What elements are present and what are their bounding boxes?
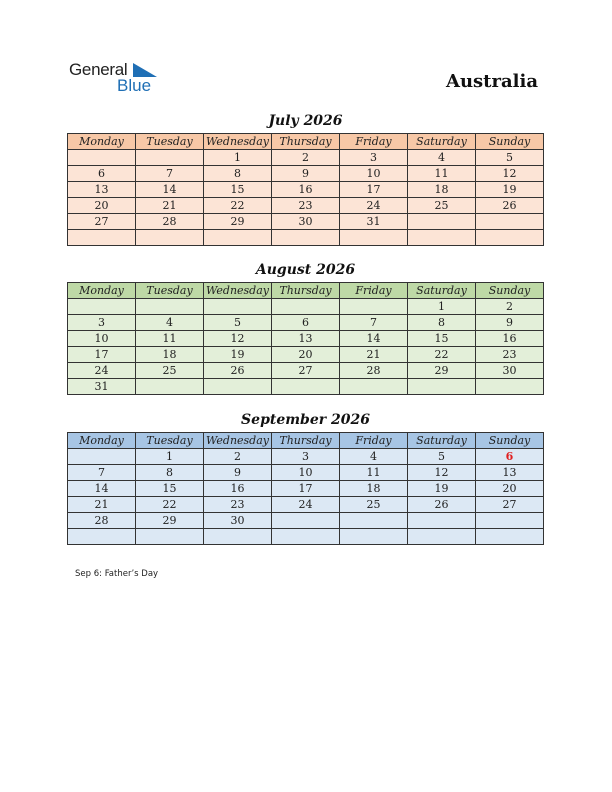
- calendar-july: [67, 133, 544, 246]
- day-cell: 25: [340, 497, 408, 513]
- weekday-header-tuesday: Tuesday: [136, 134, 204, 150]
- day-cell: 9: [204, 465, 272, 481]
- day-cell: 4: [408, 150, 476, 166]
- week-row: [68, 150, 544, 166]
- day-cell: [68, 529, 136, 545]
- day-cell: 20: [476, 481, 544, 497]
- day-cell: 13: [476, 465, 544, 481]
- day-cell: [340, 230, 408, 246]
- logo-text-blue: Blue: [117, 76, 152, 95]
- day-cell: 23: [204, 497, 272, 513]
- day-cell: 17: [340, 182, 408, 198]
- day-cell: [204, 379, 272, 395]
- week-row: [68, 214, 544, 230]
- day-cell: 31: [68, 379, 136, 395]
- generalblue-logo: [69, 60, 159, 96]
- day-cell: 12: [408, 465, 476, 481]
- day-cell: 6: [272, 315, 340, 331]
- day-cell: 6: [68, 166, 136, 182]
- day-cell: 13: [68, 182, 136, 198]
- weekday-header-wednesday: Wednesday: [204, 134, 272, 150]
- day-cell: 17: [272, 481, 340, 497]
- day-cell: 18: [136, 347, 204, 363]
- weekday-header-row: [68, 134, 544, 150]
- day-cell: 28: [340, 363, 408, 379]
- day-cell: 13: [272, 331, 340, 347]
- weekday-header-sunday: Sunday: [476, 283, 544, 299]
- day-cell: [476, 513, 544, 529]
- month-title-august: August 2026: [255, 262, 356, 278]
- week-row: [68, 230, 544, 246]
- day-cell: 29: [408, 363, 476, 379]
- day-cell: [408, 230, 476, 246]
- day-cell: [136, 529, 204, 545]
- week-row: [68, 347, 544, 363]
- weekday-header-monday: Monday: [68, 433, 136, 449]
- day-cell: 26: [408, 497, 476, 513]
- day-cell: [408, 529, 476, 545]
- day-cell: 6: [476, 449, 544, 465]
- day-cell: 22: [204, 198, 272, 214]
- week-row: [68, 363, 544, 379]
- day-cell: [272, 230, 340, 246]
- day-cell: 29: [204, 214, 272, 230]
- week-row: [68, 299, 544, 315]
- holiday-notes: [75, 569, 158, 579]
- week-row: [68, 513, 544, 529]
- day-cell: [340, 529, 408, 545]
- day-cell: 5: [476, 150, 544, 166]
- day-cell: 19: [476, 182, 544, 198]
- day-cell: 8: [136, 465, 204, 481]
- weekday-header-row: [68, 433, 544, 449]
- day-cell: 25: [408, 198, 476, 214]
- day-cell: 22: [408, 347, 476, 363]
- weekday-header-thursday: Thursday: [272, 134, 340, 150]
- month-title-september: September 2026: [241, 412, 370, 428]
- day-cell: 3: [68, 315, 136, 331]
- day-cell: 3: [272, 449, 340, 465]
- day-cell: [136, 379, 204, 395]
- day-cell: 18: [340, 481, 408, 497]
- calendar-august: [67, 282, 544, 395]
- day-cell: 19: [204, 347, 272, 363]
- day-cell: 1: [408, 299, 476, 315]
- day-cell: [476, 379, 544, 395]
- day-cell: [340, 299, 408, 315]
- weekday-header-sunday: Sunday: [476, 134, 544, 150]
- day-cell: 10: [340, 166, 408, 182]
- day-cell: [476, 230, 544, 246]
- day-cell: 15: [136, 481, 204, 497]
- day-cell: 23: [476, 347, 544, 363]
- day-cell: 20: [68, 198, 136, 214]
- day-cell: 3: [340, 150, 408, 166]
- weekday-header-friday: Friday: [340, 283, 408, 299]
- weekday-header-saturday: Saturday: [408, 283, 476, 299]
- day-cell: [136, 150, 204, 166]
- day-cell: [272, 379, 340, 395]
- day-cell: 25: [136, 363, 204, 379]
- day-cell: 22: [136, 497, 204, 513]
- day-cell: 7: [68, 465, 136, 481]
- day-cell: [408, 379, 476, 395]
- weekday-header-thursday: Thursday: [272, 433, 340, 449]
- weekday-header-wednesday: Wednesday: [204, 283, 272, 299]
- day-cell: 24: [340, 198, 408, 214]
- week-row: [68, 529, 544, 545]
- weekday-header-monday: Monday: [68, 283, 136, 299]
- day-cell: [340, 379, 408, 395]
- day-cell: 4: [136, 315, 204, 331]
- day-cell: 16: [476, 331, 544, 347]
- day-cell: [68, 230, 136, 246]
- day-cell: 15: [408, 331, 476, 347]
- day-cell: 12: [204, 331, 272, 347]
- day-cell: 1: [136, 449, 204, 465]
- week-row: [68, 198, 544, 214]
- day-cell: [272, 529, 340, 545]
- week-row: [68, 379, 544, 395]
- day-cell: 28: [68, 513, 136, 529]
- day-cell: [136, 299, 204, 315]
- day-cell: 2: [272, 150, 340, 166]
- day-cell: 23: [272, 198, 340, 214]
- day-cell: 9: [476, 315, 544, 331]
- country-title: Australia: [446, 71, 538, 92]
- day-cell: 7: [136, 166, 204, 182]
- day-cell: 8: [408, 315, 476, 331]
- day-cell: 11: [136, 331, 204, 347]
- weekday-header-tuesday: Tuesday: [136, 433, 204, 449]
- day-cell: 14: [68, 481, 136, 497]
- day-cell: 18: [408, 182, 476, 198]
- day-cell: [272, 299, 340, 315]
- day-cell: [340, 513, 408, 529]
- day-cell: 21: [68, 497, 136, 513]
- day-cell: 10: [272, 465, 340, 481]
- day-cell: 7: [340, 315, 408, 331]
- day-cell: 30: [272, 214, 340, 230]
- week-row: [68, 331, 544, 347]
- week-row: [68, 481, 544, 497]
- day-cell: 21: [340, 347, 408, 363]
- day-cell: 30: [204, 513, 272, 529]
- day-cell: [204, 299, 272, 315]
- calendar-september: [67, 432, 544, 545]
- weekday-header-friday: Friday: [340, 433, 408, 449]
- holiday-note: Sep 6: Father’s Day: [75, 569, 159, 579]
- week-row: [68, 315, 544, 331]
- week-row: [68, 465, 544, 481]
- day-cell: 2: [476, 299, 544, 315]
- day-cell: 27: [476, 497, 544, 513]
- weekday-header-monday: Monday: [68, 134, 136, 150]
- logo-triangle-icon: [133, 63, 157, 77]
- week-row: [68, 166, 544, 182]
- weekday-header-friday: Friday: [340, 134, 408, 150]
- day-cell: 8: [204, 166, 272, 182]
- day-cell: [204, 230, 272, 246]
- day-cell: 24: [68, 363, 136, 379]
- day-cell: 19: [408, 481, 476, 497]
- weekday-header-saturday: Saturday: [408, 134, 476, 150]
- day-cell: 30: [476, 363, 544, 379]
- day-cell: [408, 214, 476, 230]
- day-cell: 15: [204, 182, 272, 198]
- week-row: [68, 449, 544, 465]
- day-cell: 26: [476, 198, 544, 214]
- day-cell: 1: [204, 150, 272, 166]
- week-row: [68, 182, 544, 198]
- day-cell: 2: [204, 449, 272, 465]
- day-cell: [136, 230, 204, 246]
- day-cell: 14: [136, 182, 204, 198]
- logo-text-general: General: [69, 60, 128, 79]
- day-cell: 24: [272, 497, 340, 513]
- day-cell: 11: [408, 166, 476, 182]
- weekday-header-tuesday: Tuesday: [136, 283, 204, 299]
- week-row: [68, 497, 544, 513]
- day-cell: 10: [68, 331, 136, 347]
- weekday-header-wednesday: Wednesday: [204, 433, 272, 449]
- day-cell: 17: [68, 347, 136, 363]
- day-cell: 27: [272, 363, 340, 379]
- day-cell: [476, 529, 544, 545]
- day-cell: 31: [340, 214, 408, 230]
- day-cell: 28: [136, 214, 204, 230]
- month-title-july: July 2026: [268, 113, 343, 129]
- day-cell: 5: [204, 315, 272, 331]
- day-cell: [408, 513, 476, 529]
- day-cell: [476, 214, 544, 230]
- day-cell: 5: [408, 449, 476, 465]
- weekday-header-row: [68, 283, 544, 299]
- day-cell: 27: [68, 214, 136, 230]
- day-cell: 16: [272, 182, 340, 198]
- day-cell: [68, 150, 136, 166]
- day-cell: [272, 513, 340, 529]
- day-cell: [68, 449, 136, 465]
- weekday-header-thursday: Thursday: [272, 283, 340, 299]
- day-cell: [204, 529, 272, 545]
- day-cell: [68, 299, 136, 315]
- day-cell: 14: [340, 331, 408, 347]
- weekday-header-saturday: Saturday: [408, 433, 476, 449]
- day-cell: 29: [136, 513, 204, 529]
- day-cell: 16: [204, 481, 272, 497]
- day-cell: 26: [204, 363, 272, 379]
- day-cell: 4: [340, 449, 408, 465]
- day-cell: 20: [272, 347, 340, 363]
- day-cell: 11: [340, 465, 408, 481]
- day-cell: 12: [476, 166, 544, 182]
- weekday-header-sunday: Sunday: [476, 433, 544, 449]
- day-cell: 21: [136, 198, 204, 214]
- day-cell: 9: [272, 166, 340, 182]
